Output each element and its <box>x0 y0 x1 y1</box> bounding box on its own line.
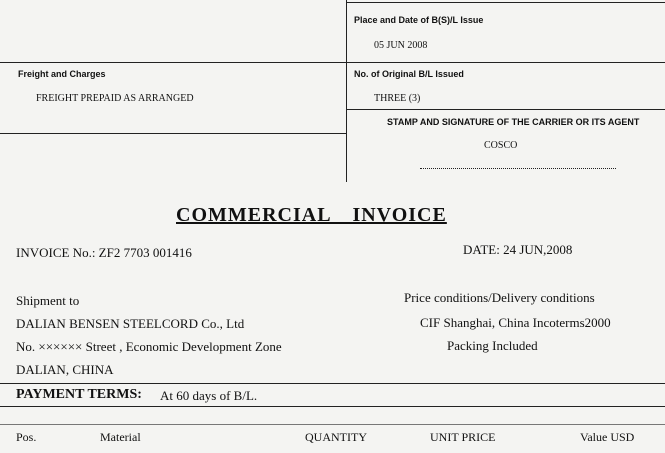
table-header-rule <box>0 424 665 425</box>
column-header-material: Material <box>100 430 141 444</box>
column-header-unit-price: UNIT PRICE <box>430 430 496 444</box>
bl-row-divider <box>0 62 665 63</box>
freight-value: FREIGHT PREPAID AS ARRANGED <box>36 93 194 104</box>
place-date-value: 05 JUN 2008 <box>374 40 428 51</box>
originals-value: THREE (3) <box>374 93 421 104</box>
stamp-label: STAMP AND SIGNATURE OF THE CARRIER OR ITS AGENT <box>387 117 640 127</box>
payment-bottom-rule <box>0 406 665 407</box>
price-conditions-heading: Price conditions/Delivery conditions <box>404 290 595 305</box>
shipment-heading: Shipment to <box>16 293 80 308</box>
bl-center-divider <box>346 0 347 182</box>
signature-line <box>420 168 616 169</box>
stamp-value: COSCO <box>484 140 518 151</box>
invoice-number: INVOICE No.: ZF2 7703 001416 <box>16 245 192 260</box>
payment-terms-label: PAYMENT TERMS: <box>16 387 142 402</box>
freight-label: Freight and Charges <box>18 69 106 79</box>
column-header-value-usd: Value USD <box>580 430 635 444</box>
shipment-line-2: No. ×××××× Street , Economic Development Zone <box>16 339 282 354</box>
invoice-date: DATE: 24 JUN,2008 <box>463 242 573 257</box>
place-date-label: Place and Date of B(S)/L Issue <box>354 15 484 25</box>
column-header-quantity: QUANTITY <box>305 430 367 444</box>
bl-right-divider <box>346 109 665 110</box>
bl-left-bottom-divider <box>0 133 346 134</box>
shipment-line-3: DALIAN, CHINA <box>16 362 114 377</box>
price-conditions-line-1: CIF Shanghai, China Incoterms2000 <box>420 315 611 330</box>
invoice-title: COMMERCIAL INVOICE <box>176 204 447 226</box>
originals-label: No. of Original B/L Issued <box>354 69 464 79</box>
column-header-pos: Pos. <box>16 430 37 444</box>
payment-terms-value: At 60 days of B/L. <box>160 388 258 403</box>
bl-top-border <box>346 2 665 3</box>
payment-top-rule <box>0 383 665 384</box>
shipment-line-1: DALIAN BENSEN STEELCORD Co., Ltd <box>16 316 245 331</box>
price-conditions-line-2: Packing Included <box>447 338 538 353</box>
